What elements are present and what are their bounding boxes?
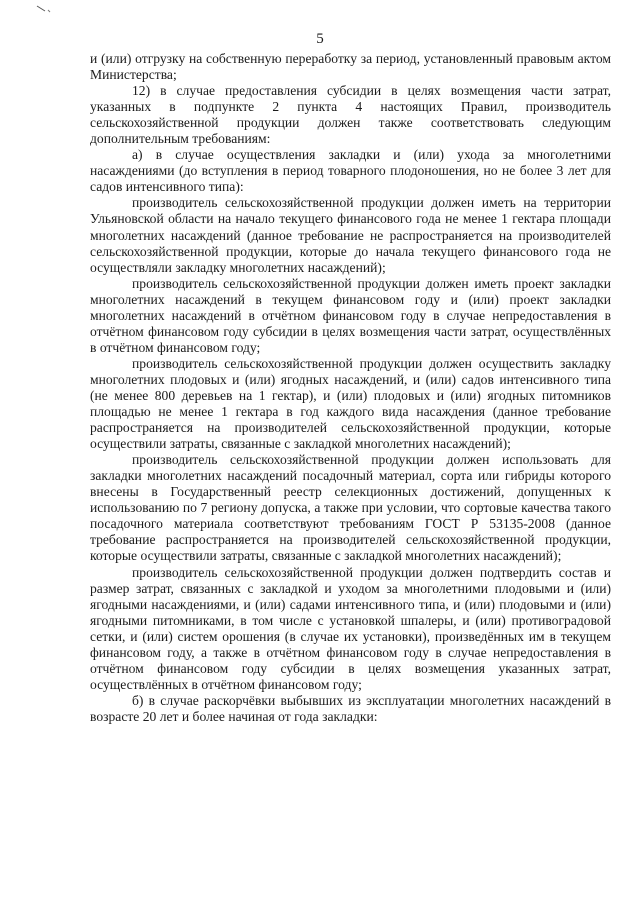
paragraph-requirement-material: производитель сельскохозяйственной продукции должен использовать для закладки многолетних насаждений посадочный материал, сорта или гибриды которого внесены в Государственный реестр селекционных достижений, допущенных к использованию по 7 региону допуска, а также при условии, что сортовые качества такого посадочного материала соответствуют требованиям ГОСТ Р 53135-2008 (данное требование распространяется на производителей сельскохозяйственной продукции, которые осуществили затраты, связанные с закладкой многолетних насаждений); [90, 452, 611, 564]
paragraph-requirement-costs: производитель сельскохозяйственной продукции должен подтвердить состав и размер затрат, связанных с закладкой и уходом за многолетними плодовыми и (или) ягодными насаждениями, и (или) садами интенсивного типа, и (или) плодовыми и (или) ягодными питомниками, в том числе с установкой шпалеры, и (или) противоградовой сетки, и (или) систем орошения (в случае их установки), произведённых им в текущем финансовом году, а также в отчётном финансовом году в случае непредоставления в отчётном финансовом году субсидии в целях возмещения указанных затрат, осуществлённых в отчётном финансовом году; [90, 564, 611, 692]
paragraph-requirement-area: производитель сельскохозяйственной продукции должен иметь на территории Ульяновской области на начало текущего финансового года не менее 1 гектара площади многолетних насаждений (данное требование не распространяется на производителей сельскохозяйственной продукции, которые до начала текущего финансового года не осуществляли закладку многолетних насаждений); [90, 195, 611, 275]
paragraph-subitem-b: б) в случае раскорчёвки выбывших из эксплуатации многолетних насаждений в возрасте 20 лет и более начиная от года закладки: [90, 692, 611, 724]
paragraph-continuation: и (или) отгрузку на собственную переработку за период, установленный правовым актом Министерства; [90, 51, 611, 83]
page-number: 5 [316, 31, 324, 47]
paragraph-requirement-planting: производитель сельскохозяйственной продукции должен осуществить закладку многолетних плодовых и (или) ягодных насаждений, и (или) садов интенсивного типа (не менее 800 деревьев на 1 гектар), и (или) плодовых и (или) ягодных питомников площадью не менее 1 гектара в год каждого вида насаждения (данное требование распространяется на производителей сельскохозяйственной продукции, которые осуществили затраты, связанные с закладкой многолетних насаждений); [90, 355, 611, 452]
paragraph-item-12: 12) в случае предоставления субсидии в целях возмещения части затрат, указанных в подпункте 2 пункта 4 настоящих Правил, производитель сельскохозяйственной продукции должен также соответствовать следующим дополнительным требованиям: [90, 83, 611, 147]
scan-mark-icon [36, 4, 52, 14]
paragraph-requirement-project: производитель сельскохозяйственной продукции должен иметь проект закладки многолетних насаждений в текущем финансовом году и (или) проект закладки многолетних насаждений в отчётном финансовом году в случае непредоставления в отчётном финансовом году субсидии в целях возмещения части затрат, осуществлённых в отчётном финансовом году; [90, 275, 611, 355]
document-body [90, 51, 611, 725]
paragraph-subitem-a: а) в случае осуществления закладки и (или) ухода за многолетними насаждениями (до вступления в период товарного плодоношения, но не более 3 лет для садов интенсивного типа): [90, 147, 611, 195]
